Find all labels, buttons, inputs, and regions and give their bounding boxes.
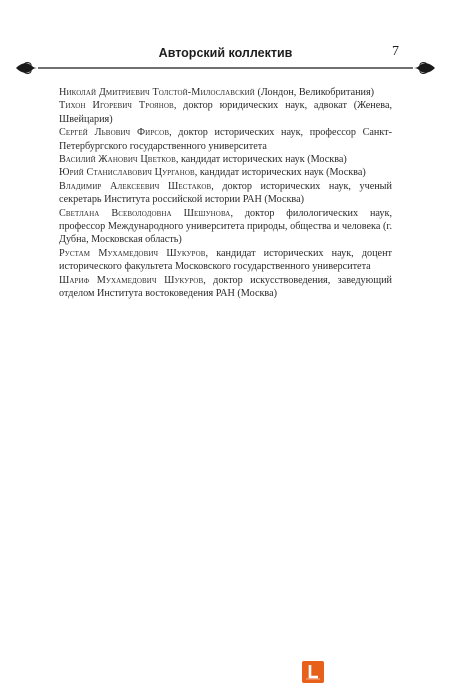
author-name: Юрий Станиславович Цурганов bbox=[59, 167, 195, 179]
author-name: Шариф Мухамедович Шукуров bbox=[59, 274, 204, 286]
author-name: Рустам Мухамедович Шукуров bbox=[59, 247, 206, 259]
author-description: , кандидат исторических наук, доцент исторического факультета Московского государственного университета bbox=[59, 247, 392, 273]
author-name: Светлана Всеволодовна Шешунова bbox=[59, 207, 231, 219]
author-name: Василий Жанович Цветков bbox=[59, 154, 176, 166]
author-description: , доктор искусствоведения, заведующий отделом Института востоковедения РАН (Москва) bbox=[59, 274, 392, 300]
author-description: (Лондон, Великобритания) bbox=[254, 87, 375, 98]
author-entry bbox=[59, 126, 392, 153]
author-description: , доктор филологических наук, профессор Международного университета природы, общества и человека (г. Дубна, Московская область) bbox=[59, 207, 392, 246]
page-number: 7 bbox=[392, 44, 399, 59]
author-description: , доктор юридических наук, адвокат (Женева, Швейцария) bbox=[59, 100, 393, 125]
author-name: Владимир Алексеевич Шестаков bbox=[59, 180, 212, 192]
author-entry bbox=[59, 86, 392, 99]
author-name: Сергей Львович Фирсов bbox=[59, 127, 170, 139]
author-entry bbox=[59, 274, 392, 301]
author-entry bbox=[59, 166, 392, 179]
labirint-logo-icon bbox=[302, 661, 324, 683]
author-entry bbox=[59, 153, 392, 166]
running-header-title: Авторский коллектив bbox=[158, 46, 293, 60]
author-entry bbox=[59, 207, 392, 247]
author-description: , доктор исторических наук, ученый секретарь Института российской истории РАН (Москва) bbox=[59, 180, 392, 206]
author-description: , кандидат исторических наук (Москва) bbox=[194, 167, 366, 179]
author-description: , кандидат исторических наук (Москва) bbox=[175, 154, 347, 166]
authors-list bbox=[59, 86, 392, 301]
author-name: Тихон Игоревич Троянов bbox=[59, 100, 174, 112]
author-entry bbox=[59, 180, 392, 207]
author-name: Николай Дмитриевич Толстой-Милославский bbox=[59, 87, 255, 98]
author-description: , доктор исторических наук, профессор Санкт-Петербургского государственного университета bbox=[59, 127, 393, 152]
author-entry bbox=[59, 247, 392, 274]
author-entry bbox=[59, 99, 392, 126]
ornamental-divider bbox=[14, 61, 437, 75]
